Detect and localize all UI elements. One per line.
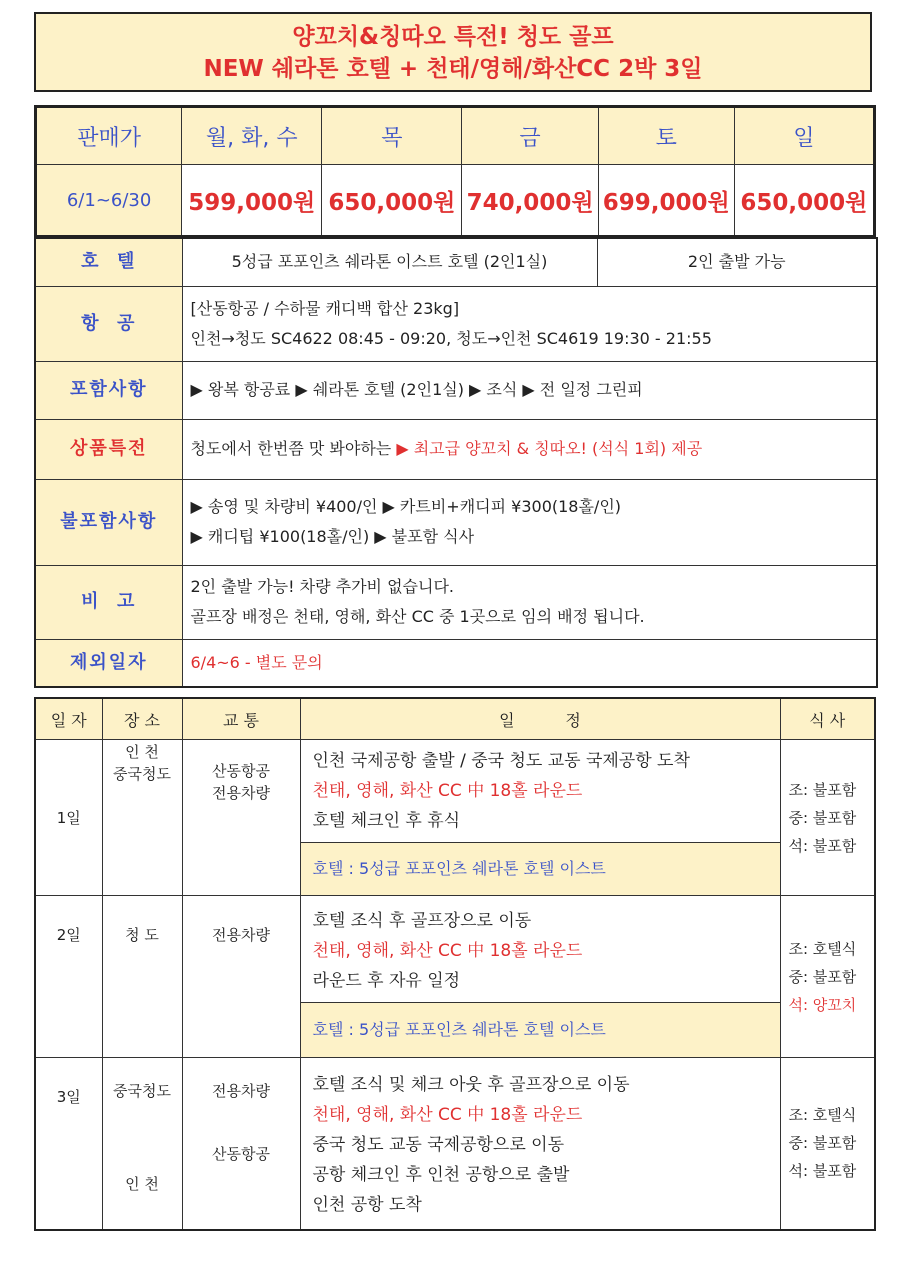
title-line-1: 양꼬치&칭따오 특전! 청도 골프 — [292, 24, 614, 50]
itinerary-item: 호텔 체크인 후 휴식 — [312, 811, 461, 831]
flight-label: 항 공 — [35, 286, 182, 361]
excluded-dates-value: 6/4~6 - 별도 문의 — [182, 639, 877, 687]
transport-cell — [182, 1058, 300, 1230]
place: 인 천 — [125, 1175, 159, 1193]
special-text: 청도에서 한번쯤 맛 봐야하는 — [190, 439, 397, 458]
price-value: 650,000원 — [322, 165, 462, 237]
place-cell — [102, 1058, 182, 1230]
price-value: 699,000원 — [598, 165, 734, 237]
hotel-note: 호텔 : 5성급 포포인츠 쉐라톤 호텔 이스트 — [301, 1002, 780, 1057]
transport-cell — [182, 896, 300, 1058]
transport: 전용차량 — [212, 926, 270, 944]
meal: 석: 불포함 — [788, 836, 857, 855]
hotel-note: 2인 출발 가능 — [597, 238, 877, 286]
price-value: 650,000원 — [734, 165, 874, 237]
day-cell: 2일 — [35, 896, 102, 1058]
itinerary-cell — [300, 1058, 780, 1230]
col-header-day: 일 자 — [35, 698, 102, 740]
col-header-itinerary: 일 정 — [300, 698, 780, 740]
meal: 중: 불포함 — [788, 808, 857, 827]
included-label: 포함사항 — [35, 361, 182, 419]
day-header: 토 — [598, 107, 734, 165]
place: 청 도 — [125, 926, 159, 944]
meal: 조: 호텔식 — [788, 1106, 857, 1125]
day-header: 목 — [322, 107, 462, 165]
special-value — [182, 419, 877, 479]
included-value: ▶ 왕복 항공료 ▶ 쉐라톤 호텔 (2인1실) ▶ 조식 ▶ 전 일정 그린피 — [182, 361, 877, 419]
itinerary-item: 천태, 영해, 화산 CC 中 18홀 라운드 — [312, 941, 583, 961]
itinerary-item: 중국 청도 교동 국제공항으로 이동 — [312, 1135, 565, 1155]
remarks-label: 비 고 — [35, 565, 182, 639]
table-row — [35, 896, 875, 1058]
flight-line-2: 인천→청도 SC4622 08:45 - 09:20, 청도→인천 SC4619 19:30 - 21:55 — [190, 328, 712, 348]
price-value: 740,000원 — [462, 165, 598, 237]
excluded-line-1: ▶ 송영 및 차량비 ¥400/인 ▶ 카트비+캐디피 ¥300(18홀/인) — [190, 497, 622, 516]
itinerary-item: 공항 체크인 후 인천 공항으로 출발 — [312, 1165, 570, 1185]
itinerary-item: 호텔 조식 및 체크 아웃 후 골프장으로 이동 — [312, 1075, 630, 1095]
meal: 조: 불포함 — [788, 780, 857, 799]
place: 중국청도 — [113, 1082, 171, 1100]
place: 인 천 — [125, 743, 159, 761]
itinerary-item: 인천 국제공항 출발 / 중국 청도 교동 국제공항 도착 — [312, 751, 690, 771]
meal: 석: 불포함 — [788, 1162, 857, 1181]
info-table — [34, 237, 878, 688]
day-header: 일 — [734, 107, 874, 165]
excluded-dates-label: 제외일자 — [35, 639, 182, 687]
transport: 전용차량 — [212, 1082, 270, 1100]
col-header-transport: 교 통 — [182, 698, 300, 740]
title-line-2: NEW 쉐라톤 호텔 + 천태/영해/화산CC 2박 3일 — [203, 56, 703, 82]
hotel-value: 5성급 포포인츠 쉐라톤 이스트 호텔 (2인1실) — [182, 238, 597, 286]
table-row — [35, 740, 875, 896]
day-cell: 3일 — [35, 1058, 102, 1230]
remarks-line-1: 2인 출발 가능! 차량 추가비 없습니다. — [190, 577, 454, 596]
itinerary-cell — [300, 896, 780, 1058]
price-period: 6/1~6/30 — [36, 165, 182, 237]
meal: 중: 불포함 — [788, 967, 857, 986]
remarks-info — [182, 565, 877, 639]
col-header-place: 장 소 — [102, 698, 182, 740]
itinerary-cell — [300, 740, 780, 896]
itinerary-item: 천태, 영해, 화산 CC 中 18홀 라운드 — [312, 781, 583, 801]
hotel-note: 호텔 : 5성급 포포인츠 쉐라톤 호텔 이스트 — [301, 842, 780, 895]
place: 중국청도 — [113, 765, 171, 783]
price-table — [34, 105, 876, 238]
place-cell — [102, 896, 182, 1058]
hotel-label: 호 텔 — [35, 238, 182, 286]
place-cell — [102, 740, 182, 896]
price-header-label: 판매가 — [36, 107, 182, 165]
meal: 조: 호텔식 — [788, 939, 857, 958]
meal: 석: 양꼬치 — [788, 995, 857, 1014]
itinerary-item: 호텔 조식 후 골프장으로 이동 — [312, 911, 532, 931]
remarks-line-2: 골프장 배정은 천태, 영해, 화산 CC 중 1곳으로 임의 배정 됩니다. — [190, 607, 645, 626]
itinerary-item: 인천 공항 도착 — [312, 1195, 422, 1215]
excluded-label: 불포함사항 — [35, 479, 182, 565]
flight-line-1: [산동항공 / 수하물 캐디백 합산 23kg] — [190, 298, 460, 318]
col-header-meals: 식 사 — [780, 698, 875, 740]
special-label: 상품특전 — [35, 419, 182, 479]
title-banner — [34, 12, 872, 92]
itinerary-item: 천태, 영해, 화산 CC 中 18홀 라운드 — [312, 1105, 583, 1125]
transport-cell — [182, 740, 300, 896]
flight-info — [182, 286, 877, 361]
day-header: 금 — [462, 107, 598, 165]
transport: 전용차량 — [212, 784, 270, 802]
excluded-line-2: ▶ 캐디팁 ¥100(18홀/인) ▶ 불포함 식사 — [190, 527, 475, 546]
day-cell: 1일 — [35, 740, 102, 896]
meals-cell — [780, 896, 875, 1058]
price-value: 599,000원 — [182, 165, 322, 237]
special-highlight: ▶ 최고급 양꼬치 & 칭따오! (석식 1회) 제공 — [396, 439, 703, 458]
excluded-info — [182, 479, 877, 565]
meal: 중: 불포함 — [788, 1134, 857, 1153]
day-header: 월, 화, 수 — [182, 107, 322, 165]
itinerary-item: 라운드 후 자유 일정 — [312, 971, 461, 991]
table-row — [35, 1058, 875, 1230]
schedule-table — [34, 697, 876, 1231]
transport: 산동항공 — [212, 1145, 270, 1163]
meals-cell — [780, 1058, 875, 1230]
meals-cell — [780, 740, 875, 896]
transport: 산동항공 — [212, 762, 270, 780]
